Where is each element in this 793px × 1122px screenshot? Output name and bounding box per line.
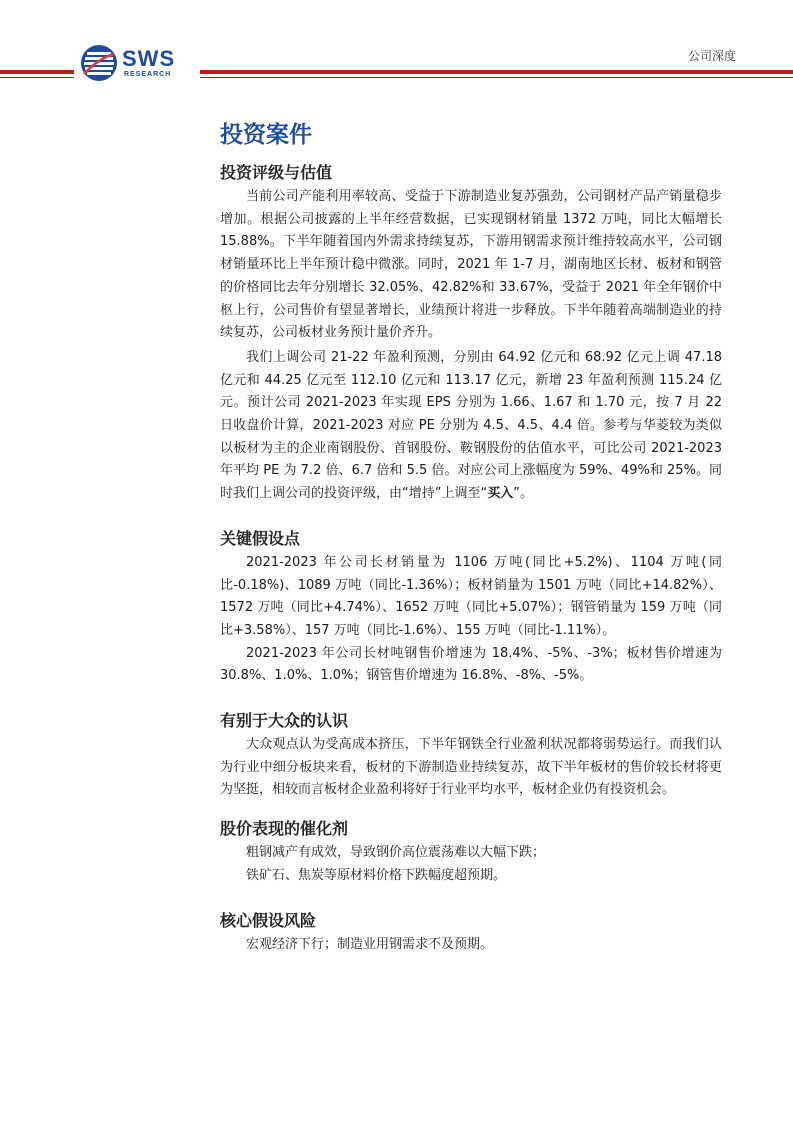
paragraph-rating (220, 347, 722, 506)
header-rule-thin-left (0, 77, 74, 78)
section-contrarian-view (220, 708, 722, 802)
report-type-tag: 公司深度 (688, 49, 737, 63)
section-heading: 投资评级与估值 (220, 163, 333, 182)
section-key-assumptions (220, 526, 722, 688)
section-catalysts (220, 816, 722, 887)
section-risks (220, 908, 722, 957)
paragraph-text: 我们上调公司 21-22 年盈利预测，分别由 64.92 亿元和 68.92 亿元上调 47.18 亿元和 44.25 亿元至 112.10 亿元和 113.17 亿元，新增 23 年盈利预测 115.24 亿元。预计公司 2021-2023 年实现 EPS 分别为 1.66、1.67 和 1.70 元，按 7 月 22 日收盘价计算，2021-2023 对应 PE 分别为 4.5、4.5、4.4 倍。参考与华菱较为类似以板材为主的企业南钢股份、首钢股份、鞍钢股份的估值水平，可比公司 2021-2023 年平均 PE 为 7.2 倍、6.7 倍和 5.5 倍。对应公司上涨幅度为 59%、49%和 25%。同时我们上调公司的投资评级，由“增持”上调至“ (220, 349, 722, 502)
section-heading: 关键假设点 (220, 528, 301, 548)
logo-subtext: RESEARCH (124, 71, 172, 78)
header-rule-left (0, 70, 74, 74)
section-valuation (220, 160, 722, 506)
page-title: 投资案件 (220, 122, 312, 148)
section-heading: 股价表现的催化剂 (220, 819, 349, 839)
paragraph: 当前公司产能利用率较高、受益于下游制造业复苏强劲，公司钢材产品产销量稳步增加。根据公司披露的上半年经营数据，已实现钢材销量 1372 万吨，同比大幅增长 15.88%。下半年随着国内外需求持续复苏，下游用钢需求预计维持较高水平，公司钢材销量环比上半年预计稳中微涨。同时，2021 年 1-7 月，湖南地区长材、板材和钢管的价格同比去年分别增长 32.05%、42.82%和 33.67%，受益于 2021 年全年钢价中枢上行，公司售价有望显著增长，业绩预计将进一步释放。下半年随着高端制造业的持续复苏，公司板材业务预计量价齐升。 (220, 189, 722, 341)
section-heading: 有别于大众的认识 (220, 711, 349, 731)
paragraph-tail: ”。 (513, 486, 533, 502)
rating-value: 买入 (487, 486, 514, 502)
paragraph: 大众观点认为受高成本挤压，下半年钢铁全行业盈利状况都将弱势运行。而我们认为行业中细分板块来看，板材的下游制造业持续复苏，故下半年板材的售价较长材将更为坚挺，相较而言板材企业盈利将好于行业平均水平，板材企业仍有投资机会。 (220, 737, 722, 798)
header-rule-thin-right (200, 77, 793, 78)
sws-logo (80, 44, 190, 84)
header-rule-right (200, 70, 793, 74)
sws-logo-icon (80, 44, 118, 82)
paragraph: 粗钢减产有成效，导致钢价高位震荡难以大幅下跌； (246, 845, 546, 861)
logo-text: SWS (122, 46, 176, 71)
report-content (220, 118, 722, 956)
section-heading: 核心假设风险 (220, 910, 317, 930)
paragraph: 2021-2023 年公司长材销量为 1106 万吨(同比+5.2%)、1104 万吨(同比-0.18%)、1089 万吨（同比-1.36%）；板材销量为 1501 万吨（同比+14.82%）、1572 万吨（同比+4.74%）、1652 万吨（同比+5.07%）；钢管销量为 159 万吨（同比+3.58%）、157 万吨（同比-1.6%）、155 万吨（同比-1.11%）。 (220, 554, 722, 638)
paragraph: 2021-2023 年公司长材吨钢售价增速为 18.4%、-5%、-3%；板材售价增速为 30.8%、1.0%、1.0%；钢管售价增速为 16.8%、-8%、-5%。 (220, 645, 722, 684)
paragraph: 宏观经济下行；制造业用钢需求不及预期。 (246, 936, 494, 952)
paragraph: 铁矿石、焦炭等原材料价格下跌幅度超预期。 (246, 867, 507, 883)
